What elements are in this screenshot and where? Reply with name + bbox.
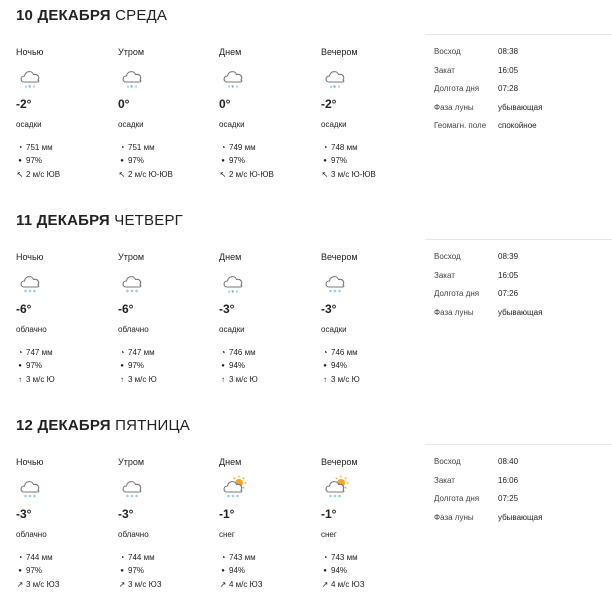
day-date: 10 ДЕКАБРЯ [16, 7, 111, 24]
wind-value: 3 м/с Ю [229, 375, 258, 384]
period-label: Утром [118, 252, 145, 262]
condition: осадки [321, 325, 347, 334]
cloud-snow-icon [120, 475, 146, 501]
info-value: 07:26 [498, 289, 519, 298]
sun-cloud-snow-icon [323, 475, 349, 501]
cloud-rain-icon [120, 65, 146, 91]
info-key: Долгота дня [434, 84, 480, 93]
drop-icon: ● [18, 567, 22, 574]
wind-value: 3 м/с Ю-ЮВ [331, 170, 376, 179]
pressure-value: 747 мм [26, 348, 53, 357]
svg-text:*: * [28, 85, 31, 91]
humidity-value: 97% [26, 566, 43, 575]
barometer-icon: ◔ [322, 552, 328, 562]
wind-arrow-icon: ↖ [219, 169, 227, 179]
condition: облачно [118, 530, 149, 539]
info-key: Фаза луны [434, 512, 474, 522]
temperature: -1° [219, 507, 235, 521]
pressure-row [16, 553, 53, 562]
info-value: убывающая [498, 307, 543, 317]
period-column [219, 252, 319, 392]
condition: облачно [16, 530, 47, 539]
condition: осадки [321, 120, 347, 129]
svg-text:*: * [130, 494, 134, 501]
humidity-row [118, 156, 144, 165]
pressure-value: 743 мм [331, 553, 358, 562]
wind-value: 4 м/с ЮЗ [331, 580, 365, 589]
condition: осадки [219, 325, 245, 334]
cloud-rain-icon [221, 270, 247, 296]
wind-row [118, 170, 173, 179]
day-divider [425, 444, 612, 445]
day-weekday: СРЕДА [115, 7, 168, 24]
wind-value: 3 м/с ЮЗ [26, 580, 60, 589]
wind-value: 2 м/с Ю-ЮВ [128, 170, 173, 179]
drop-icon: ● [120, 567, 124, 574]
period-label: Днем [219, 252, 242, 262]
humidity-row [219, 156, 245, 165]
temperature: -3° [219, 302, 235, 316]
period-column [16, 457, 116, 597]
wind-arrow-icon: ↗ [219, 579, 227, 589]
humidity-value: 97% [26, 361, 43, 370]
humidity-row [321, 361, 347, 370]
info-value: 16:05 [498, 270, 519, 280]
humidity-value: 97% [229, 156, 246, 165]
svg-text:*: * [28, 289, 32, 296]
wind-row [16, 580, 60, 589]
info-key: Закат [434, 65, 455, 75]
cloud-rain-icon [221, 65, 247, 91]
humidity-value: 94% [331, 361, 348, 370]
wind-row [118, 580, 162, 589]
info-value: 08:40 [498, 457, 519, 466]
cloud-snow-icon [18, 270, 44, 296]
svg-text:*: * [333, 289, 337, 296]
svg-text:*: * [135, 494, 138, 501]
drop-icon: ● [323, 362, 327, 369]
barometer-icon: ◔ [119, 142, 125, 152]
drop-icon: ● [323, 567, 327, 574]
wind-row [16, 375, 55, 384]
svg-text:*: * [227, 494, 230, 501]
temperature: -1° [321, 507, 337, 521]
barometer-icon: ◔ [322, 347, 328, 357]
svg-text:*: * [135, 289, 138, 296]
pressure-row [321, 143, 358, 152]
info-key: Восход [434, 252, 461, 261]
barometer-icon: ◔ [17, 142, 23, 152]
svg-text:*: * [236, 494, 239, 501]
condition: осадки [219, 120, 245, 129]
day-weekday: ЧЕТВЕРГ [114, 212, 183, 229]
wind-row [219, 170, 274, 179]
info-value: спокойное [498, 121, 537, 130]
barometer-icon: ◔ [119, 347, 125, 357]
condition: облачно [118, 325, 149, 334]
svg-text:*: * [33, 289, 36, 296]
humidity-row [16, 156, 42, 165]
pressure-value: 746 мм [331, 348, 358, 357]
drop-icon: ● [323, 157, 327, 164]
wind-arrow-icon: ↗ [321, 579, 329, 589]
period-label: Утром [118, 47, 145, 57]
wind-arrow-icon: ↑ [221, 374, 225, 384]
svg-text:*: * [231, 85, 234, 91]
pressure-value: 748 мм [331, 143, 358, 152]
temperature: -3° [16, 507, 32, 521]
period-label: Днем [219, 457, 242, 467]
period-column [321, 252, 421, 392]
svg-text:*: * [338, 494, 341, 501]
humidity-row [321, 566, 347, 575]
temperature: 0° [118, 97, 130, 111]
svg-text:*: * [231, 494, 235, 501]
humidity-row [16, 566, 42, 575]
period-column [16, 47, 116, 187]
wind-row [321, 580, 365, 589]
wind-arrow-icon: ↗ [16, 579, 24, 589]
period-label: Вечером [321, 457, 358, 467]
barometer-icon: ◔ [17, 347, 23, 357]
day-divider [425, 239, 612, 240]
day-title [16, 417, 190, 434]
period-column [118, 457, 218, 597]
info-key: Восход [434, 47, 461, 56]
humidity-row [321, 156, 347, 165]
cloud-snow-icon [120, 270, 146, 296]
svg-text:*: * [333, 85, 336, 91]
condition: снег [321, 530, 337, 539]
svg-text:*: * [329, 289, 332, 296]
pressure-value: 751 мм [128, 143, 155, 152]
wind-row [118, 375, 157, 384]
period-label: Вечером [321, 47, 358, 57]
info-key: Геомагн. поле [434, 121, 487, 130]
temperature: -6° [16, 302, 32, 316]
info-key: Долгота дня [434, 289, 480, 298]
humidity-row [118, 361, 144, 370]
wind-arrow-icon: ↖ [118, 169, 126, 179]
svg-text:*: * [130, 85, 133, 91]
period-label: Ночью [16, 252, 44, 262]
wind-value: 3 м/с Ю [128, 375, 157, 384]
period-label: Днем [219, 47, 242, 57]
sun-cloud-snow-icon [221, 475, 247, 501]
svg-text:*: * [329, 494, 332, 501]
barometer-icon: ◔ [17, 552, 23, 562]
humidity-value: 94% [331, 566, 348, 575]
svg-text:*: * [130, 289, 134, 296]
barometer-icon: ◔ [220, 142, 226, 152]
period-column [16, 252, 116, 392]
drop-icon: ● [120, 157, 124, 164]
info-value: 08:39 [498, 252, 519, 261]
day-title [16, 7, 167, 24]
day-section [0, 0, 612, 200]
condition: осадки [118, 120, 144, 129]
temperature: -2° [16, 97, 32, 111]
condition: снег [219, 530, 235, 539]
period-column [219, 457, 319, 597]
svg-text:*: * [333, 494, 337, 501]
pressure-row [118, 553, 155, 562]
period-column [118, 47, 218, 187]
day-date: 11 ДЕКАБРЯ [16, 212, 110, 229]
wind-arrow-icon: ↑ [120, 374, 124, 384]
barometer-icon: ◔ [220, 347, 226, 357]
info-value: убывающая [498, 102, 543, 112]
wind-arrow-icon: ↑ [18, 374, 22, 384]
drop-icon: ● [221, 362, 225, 369]
humidity-row [219, 361, 245, 370]
cloud-rain-icon [18, 65, 44, 91]
drop-icon: ● [120, 362, 124, 369]
humidity-value: 97% [128, 156, 145, 165]
svg-text:*: * [24, 494, 27, 501]
wind-arrow-icon: ↖ [16, 169, 24, 179]
wind-row [16, 170, 60, 179]
wind-row [219, 580, 263, 589]
period-column [219, 47, 319, 187]
svg-text:*: * [338, 289, 341, 296]
humidity-row [16, 361, 42, 370]
svg-text:*: * [33, 494, 36, 501]
svg-text:*: * [126, 494, 129, 501]
day-section [0, 410, 612, 610]
condition: осадки [16, 120, 42, 129]
period-label: Утром [118, 457, 145, 467]
barometer-icon: ◔ [220, 552, 226, 562]
temperature: 0° [219, 97, 231, 111]
temperature: -3° [118, 507, 134, 521]
info-key: Восход [434, 457, 461, 466]
info-value: 07:25 [498, 494, 519, 503]
humidity-value: 94% [229, 566, 246, 575]
cloud-snow-icon [323, 270, 349, 296]
pressure-value: 746 мм [229, 348, 256, 357]
info-value: 16:06 [498, 475, 519, 485]
period-label: Вечером [321, 252, 358, 262]
info-key: Закат [434, 270, 455, 280]
humidity-value: 97% [128, 566, 145, 575]
wind-arrow-icon: ↗ [118, 579, 126, 589]
day-divider [425, 34, 612, 35]
info-value: убывающая [498, 512, 543, 522]
info-key: Фаза луны [434, 307, 474, 317]
pressure-row [321, 553, 358, 562]
cloud-rain-icon [323, 65, 349, 91]
svg-text:*: * [231, 290, 234, 296]
drop-icon: ● [221, 567, 225, 574]
svg-text:*: * [24, 289, 27, 296]
pressure-row [219, 143, 256, 152]
temperature: -2° [321, 97, 337, 111]
period-label: Ночью [16, 47, 44, 57]
day-title [16, 212, 183, 229]
pressure-row [16, 348, 53, 357]
barometer-icon: ◔ [119, 552, 125, 562]
temperature: -3° [321, 302, 337, 316]
wind-arrow-icon: ↑ [323, 374, 327, 384]
condition: облачно [16, 325, 47, 334]
humidity-row [219, 566, 245, 575]
pressure-row [118, 348, 155, 357]
period-label: Ночью [16, 457, 44, 467]
pressure-value: 744 мм [128, 553, 155, 562]
temperature: -6° [118, 302, 134, 316]
wind-arrow-icon: ↖ [321, 169, 329, 179]
humidity-value: 97% [331, 156, 348, 165]
wind-row [321, 170, 376, 179]
wind-value: 2 м/с ЮВ [26, 170, 61, 179]
drop-icon: ● [221, 157, 225, 164]
pressure-row [219, 553, 256, 562]
period-column [118, 252, 218, 392]
pressure-row [118, 143, 155, 152]
barometer-icon: ◔ [322, 142, 328, 152]
svg-text:*: * [28, 494, 32, 501]
pressure-value: 744 мм [26, 553, 53, 562]
pressure-row [321, 348, 358, 357]
wind-value: 3 м/с ЮЗ [128, 580, 162, 589]
drop-icon: ● [18, 362, 22, 369]
info-value: 08:38 [498, 47, 519, 56]
pressure-value: 751 мм [26, 143, 53, 152]
period-column [321, 47, 421, 187]
wind-row [321, 375, 360, 384]
cloud-snow-icon [18, 475, 44, 501]
pressure-value: 747 мм [128, 348, 155, 357]
pressure-value: 749 мм [229, 143, 256, 152]
info-value: 16:05 [498, 65, 519, 75]
wind-row [219, 375, 258, 384]
humidity-value: 97% [26, 156, 43, 165]
drop-icon: ● [18, 157, 22, 164]
wind-value: 3 м/с Ю [26, 375, 55, 384]
wind-value: 4 м/с ЮЗ [229, 580, 263, 589]
pressure-row [16, 143, 53, 152]
day-section [0, 205, 612, 405]
wind-value: 3 м/с Ю [331, 375, 360, 384]
svg-text:*: * [126, 289, 129, 296]
info-key: Фаза луны [434, 102, 474, 112]
humidity-value: 97% [128, 361, 145, 370]
humidity-row [118, 566, 144, 575]
day-weekday: ПЯТНИЦА [115, 417, 191, 434]
info-key: Закат [434, 475, 455, 485]
pressure-value: 743 мм [229, 553, 256, 562]
pressure-row [219, 348, 256, 357]
info-key: Долгота дня [434, 494, 480, 503]
humidity-value: 94% [229, 361, 246, 370]
wind-value: 2 м/с Ю-ЮВ [229, 170, 274, 179]
day-date: 12 ДЕКАБРЯ [16, 417, 111, 434]
info-value: 07:28 [498, 84, 519, 93]
period-column [321, 457, 421, 597]
